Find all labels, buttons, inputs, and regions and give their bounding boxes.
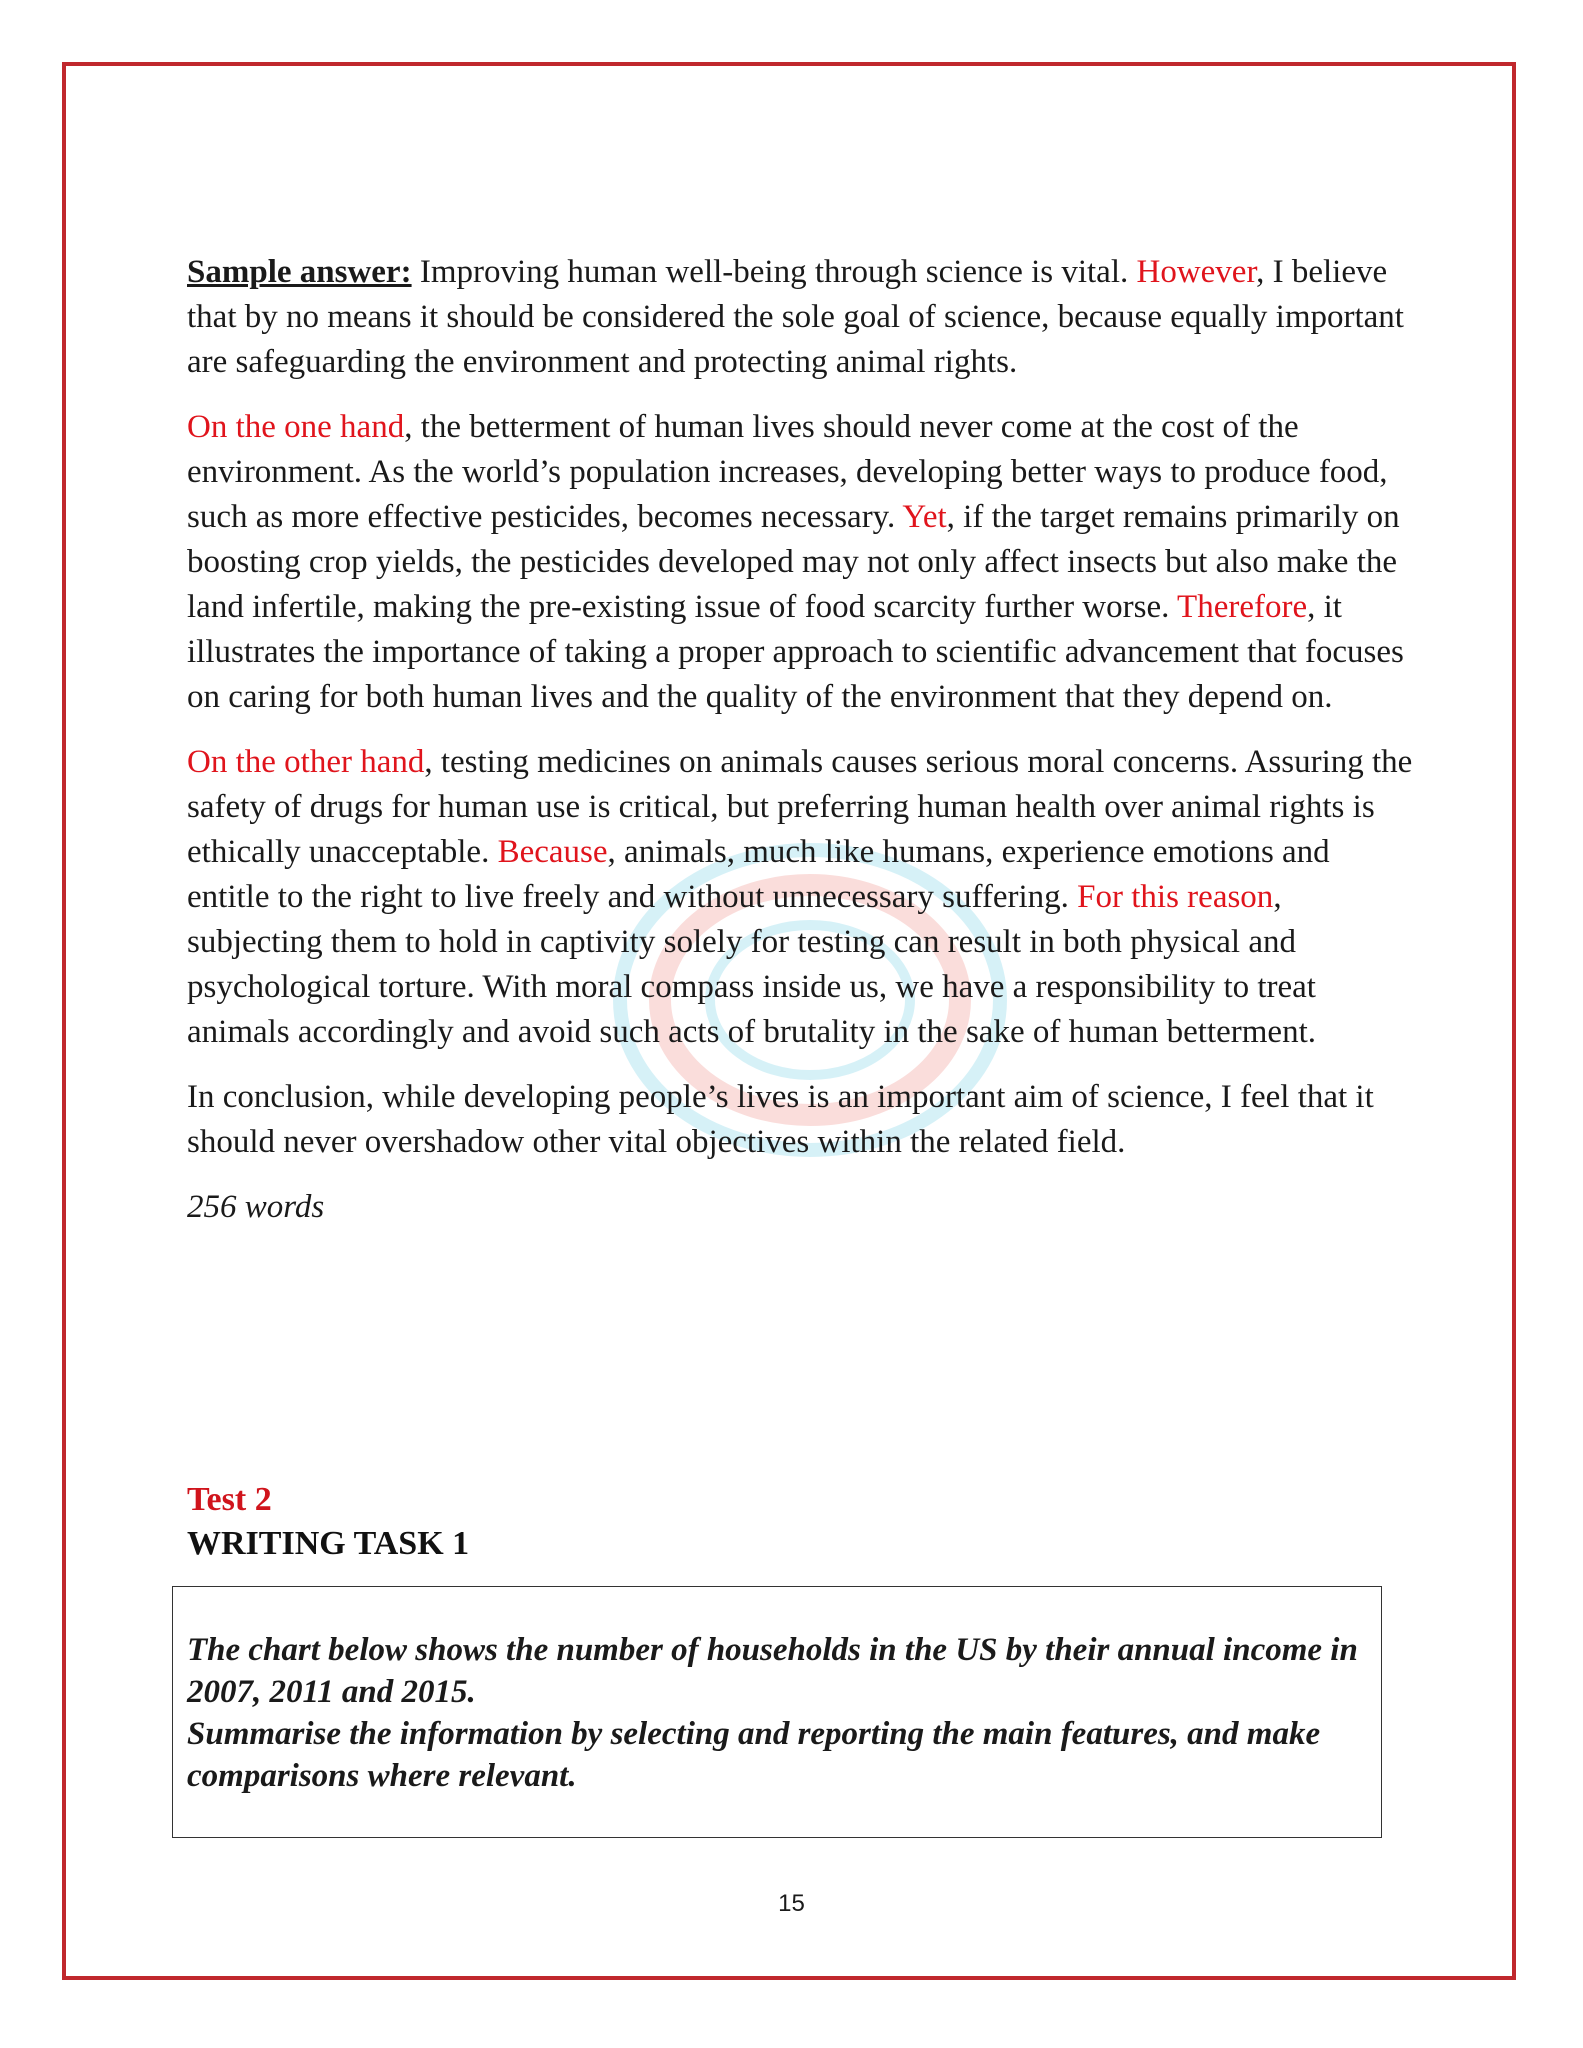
- task-label: WRITING TASK 1: [187, 1525, 470, 1562]
- word-count: 256 words: [187, 1189, 325, 1225]
- sample-answer: [187, 250, 1417, 1250]
- task-prompt-box: [172, 1586, 1382, 1838]
- task-prompt-line-1: The chart below shows the number of households in the US by their annual income in 2007, 2011 and 2015.: [187, 1632, 1358, 1710]
- text-segment: , I believe that by no means it should be considered the sole goal of science, because equally important are safeguarding the environment and protecting animal rights.: [187, 254, 1404, 380]
- linking-word: Because: [497, 834, 608, 870]
- paragraph-body-2: [187, 740, 1417, 1055]
- linking-word: However: [1136, 254, 1257, 290]
- text-segment: , it illustrates the importance of taking a proper approach to scientific advancement that focuses on caring for both human lives and the quality of the environment that they depend on.: [187, 589, 1404, 715]
- text-segment: , testing medicines on animals causes serious moral concerns. Assuring the safety of drugs for human use is critical, but preferring human health over animal rights is ethically unacceptable.: [187, 744, 1413, 870]
- page-number: 15: [778, 1890, 805, 1917]
- sample-answer-label: Sample answer:: [187, 254, 412, 290]
- text-segment: , the betterment of human lives should never come at the cost of the environment. As the world’s population increases, developing better ways to produce food, such as more effective pesticides, becomes necessary.: [187, 409, 1388, 535]
- paragraph-conclusion: In conclusion, while developing people’s lives is an important aim of science, I feel that it should never overshadow other vital objectives within the related field.: [187, 1079, 1374, 1160]
- test-heading: [187, 1478, 469, 1566]
- text-segment: , subjecting them to hold in captivity solely for testing can result in both physical and psychological torture. With moral compass inside us, we have a responsibility to treat animals accordingly and avoid such acts of brutality in the sake of human betterment.: [187, 879, 1316, 1050]
- text-segment: , animals, much like humans, experience emotions and entitle to the right to live freely and without unnecessary suffering.: [187, 834, 1330, 915]
- task-prompt-line-2: Summarise the information by selecting and reporting the main features, and make comparisons where relevant.: [187, 1716, 1321, 1794]
- paragraph-intro: [187, 250, 1417, 385]
- linking-word: Therefore: [1177, 589, 1308, 625]
- text-segment: Improving human well-being through science is vital.: [411, 254, 1137, 290]
- test-label: Test 2: [187, 1481, 272, 1518]
- linking-word: On the one hand: [187, 409, 405, 445]
- linking-word: For this reason: [1077, 879, 1274, 915]
- linking-word: Yet: [902, 499, 947, 535]
- linking-word: On the other hand: [187, 744, 425, 780]
- paragraph-body-1: [187, 405, 1417, 720]
- text-segment: , if the target remains primarily on boosting crop yields, the pesticides developed may not only affect insects but also make the land infertile, making the pre-existing issue of food scarcity further worse.: [187, 499, 1400, 625]
